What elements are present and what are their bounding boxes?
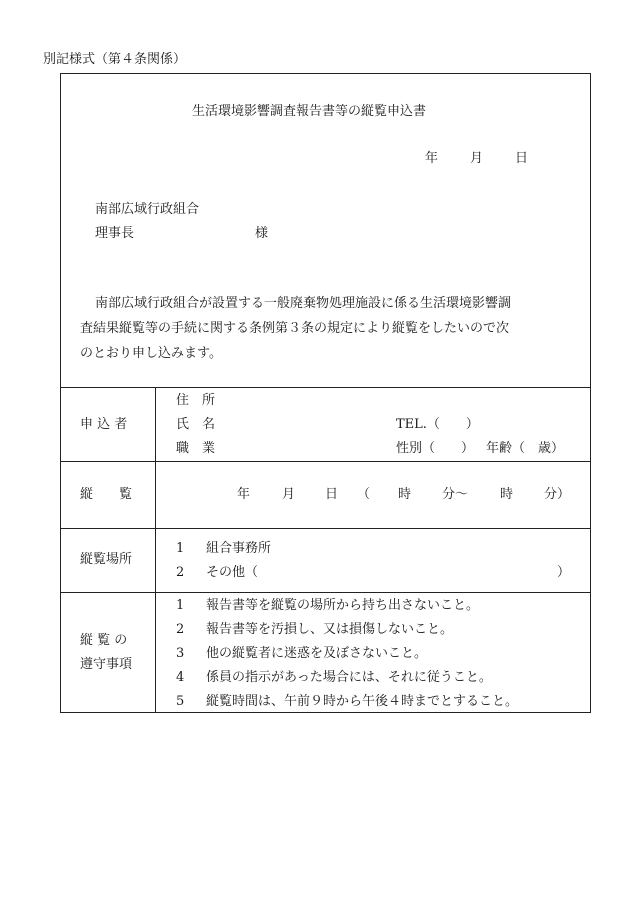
viewing-minute-start: 分～ [442,487,469,502]
name-label: 氏 名 [176,417,216,432]
applicant-label: 申 込 者 [80,417,128,432]
date-month-label: 月 [470,151,484,166]
viewing-month: 月 [282,487,296,502]
body-line-2: 査結果縦覧等の手続に関する条例第３条の規定により縦覧をしたいので次 [80,321,510,336]
viewing-open-paren: （ [357,487,371,502]
rule-item-4-num: 4 [176,670,185,685]
rules-label-line-1: 縦 覧 の [80,633,128,648]
body-line-3: のとおり申し込みます。 [80,346,222,361]
place-item-1-text: 組合事務所 [206,541,272,556]
table-top-border [60,387,591,388]
viewing-year: 年 [237,487,251,502]
addressee-role: 理事長 [95,226,135,241]
rule-item-5-text: 縦覧時間は、午前９時から午後４時までとすること。 [206,694,519,709]
place-item-1-num: 1 [176,541,185,556]
address-label: 住 所 [176,393,216,408]
place-item-2-text: その他（ [206,565,259,580]
viewing-minute-end: 分） [544,487,571,502]
addressee-org: 南部広域行政組合 [95,202,200,217]
rule-item-2-num: 2 [176,622,185,637]
form-label: 別記様式（第４条関係） [43,52,187,67]
column-divider [155,387,156,713]
addressee-honorific: 様 [255,226,269,241]
body-line-1: 南部広域行政組合が設置する一般廃棄物処理施設に係る生活環境影響調 [95,296,512,311]
place-label: 縦覧場所 [80,552,133,567]
place-item-2-num: 2 [176,565,185,580]
viewing-day: 日 [325,487,339,502]
place-close-paren: ） [557,565,571,580]
viewing-label: 縦 覧 [80,487,133,502]
gender-field[interactable]: 性別（ ） [396,441,475,456]
date-day-label: 日 [515,151,529,166]
row-divider-place [60,592,591,593]
application-form [60,73,591,713]
rule-item-3-text: 他の縦覧者に迷惑を及ぼさないこと。 [206,646,428,661]
rule-item-1-text: 報告書等を縦覧の場所から持ち出さないこと。 [206,598,480,613]
viewing-hour-end: 時 [500,487,514,502]
form-title: 生活環境影響調査報告書等の縦覧申込書 [192,104,427,119]
occupation-label: 職 業 [176,441,216,456]
age-field[interactable]: 年齢（ 歳） [486,441,565,456]
rule-item-4-text: 係員の指示があった場合には、それに従うこと。 [206,670,492,685]
date-year-label: 年 [425,151,439,166]
rules-label-line-2: 遵守事項 [80,657,133,672]
rule-item-5-num: 5 [176,694,185,709]
rule-item-1-num: 1 [176,598,185,613]
rule-item-2-text: 報告書等を汚損し、又は損傷しないこと。 [206,622,454,637]
row-divider-applicant [60,461,591,462]
rule-item-3-num: 3 [176,646,185,661]
tel-field[interactable]: TEL.（ ） [396,417,479,432]
row-divider-viewing [60,528,591,529]
viewing-hour-start: 時 [398,487,412,502]
